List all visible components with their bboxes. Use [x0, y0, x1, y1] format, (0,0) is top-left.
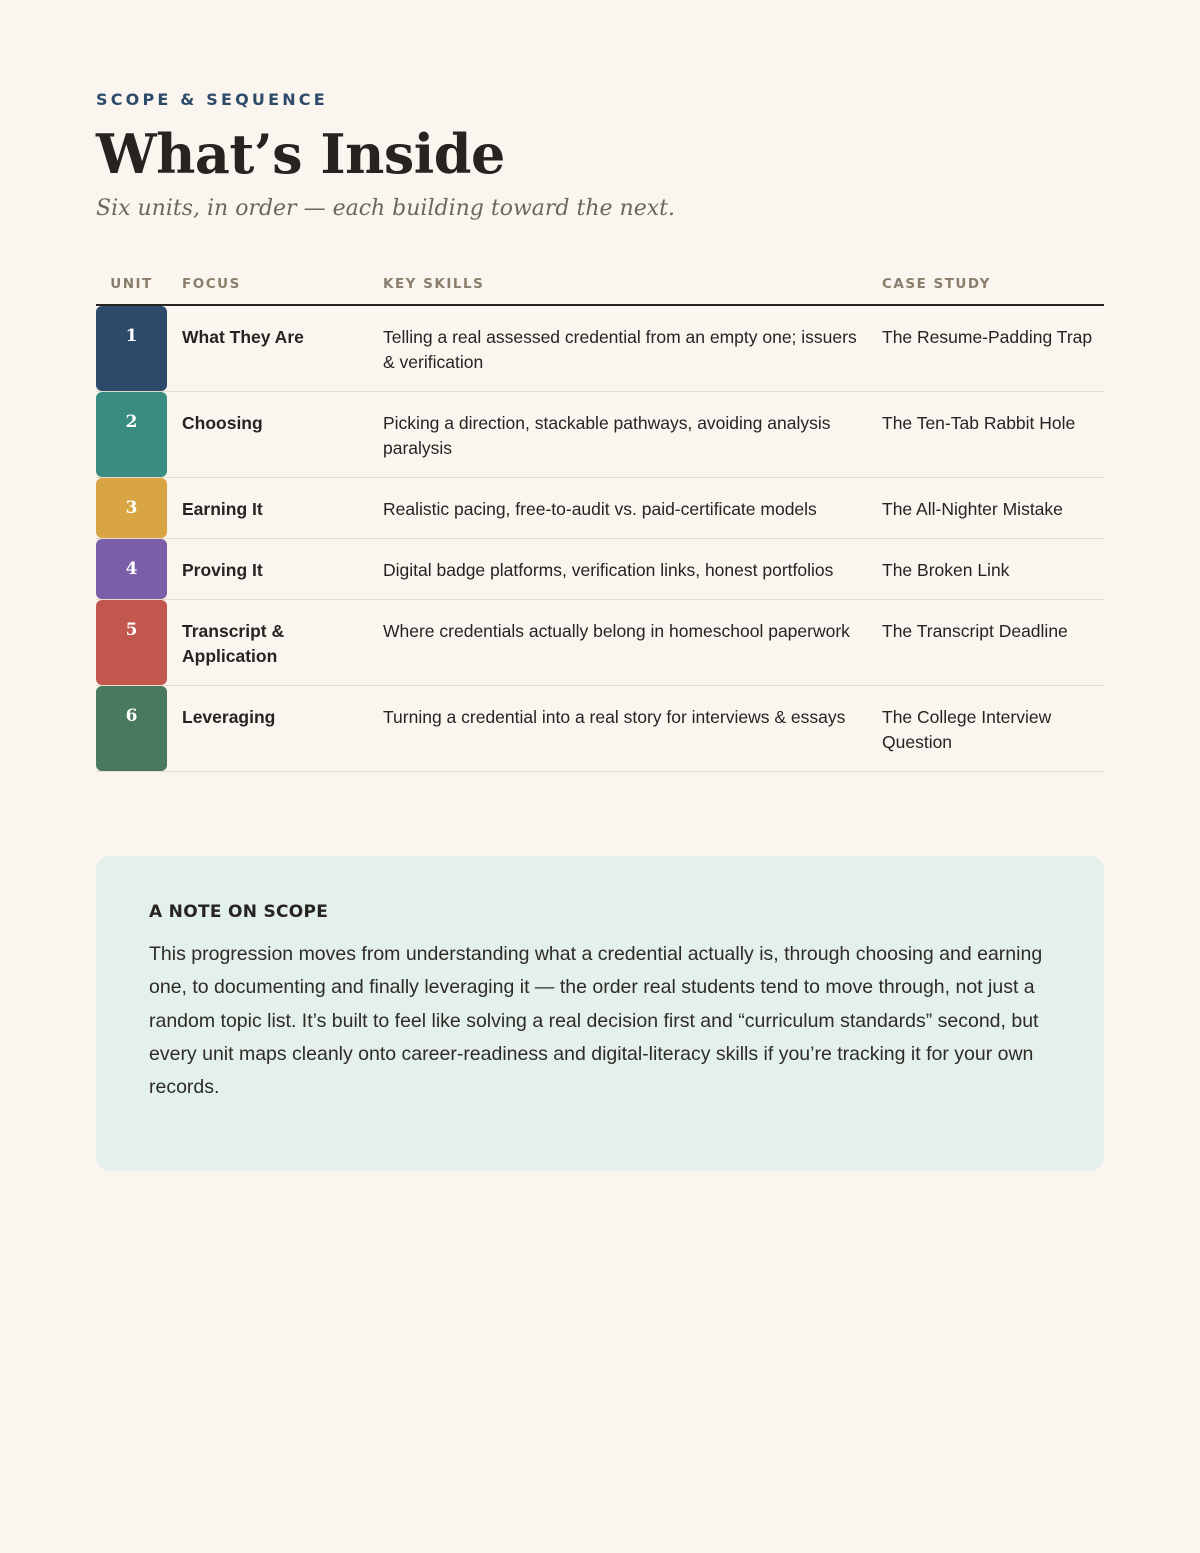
table-header: [96, 268, 1104, 306]
unit-focus: Leveraging: [182, 707, 276, 727]
unit-focus: What They Are: [182, 327, 304, 347]
unit-case-study: The All-Nighter Mistake: [882, 499, 1063, 519]
unit-number-badge: 2: [96, 392, 167, 477]
unit-case-study: The Transcript Deadline: [882, 621, 1068, 641]
table-row: [96, 686, 1104, 772]
unit-key-skills: Telling a real assessed credential from an empty one; issuers & verification: [383, 327, 857, 372]
page-title: What’s Inside: [96, 122, 505, 186]
unit-case-study: The College Interview Question: [882, 707, 1052, 752]
unit-focus: Earning It: [182, 499, 263, 519]
unit-focus: Choosing: [182, 413, 263, 433]
note-body: This progression moves from understanding what a credential actually is, through choosing and earning one, to documenting and finally leveraging it — the order real students tend to move through, not just a random topic list. It’s built to feel like solving a real decision first and “curriculum standards” second, but every unit maps cleanly onto career-readiness and digital-literacy skills if you’re tracking it for your own records.: [149, 943, 1043, 1099]
units-table: [96, 268, 1104, 772]
unit-key-skills: Digital badge platforms, verification links, honest portfolios: [383, 560, 834, 580]
table-row: [96, 392, 1104, 478]
unit-number-badge: 3: [96, 478, 167, 538]
unit-focus: Proving It: [182, 560, 263, 580]
unit-number-badge: 5: [96, 600, 167, 685]
note-heading: A NOTE ON SCOPE: [149, 902, 329, 922]
table-row: [96, 306, 1104, 392]
column-header-case-study: CASE STUDY: [882, 276, 991, 292]
table-row: [96, 478, 1104, 539]
unit-case-study: The Broken Link: [882, 560, 1010, 580]
page-subtitle: Six units, in order — each building toward the next.: [96, 196, 675, 221]
table-row: [96, 600, 1104, 686]
unit-key-skills: Where credentials actually belong in homeschool paperwork: [383, 621, 850, 641]
unit-focus: Transcript & Application: [182, 621, 285, 666]
unit-number-badge: 4: [96, 539, 167, 599]
unit-number-badge: 6: [96, 686, 167, 771]
scope-note-box: [96, 856, 1104, 1171]
table-row: [96, 539, 1104, 600]
column-header-focus: FOCUS: [182, 276, 241, 292]
column-header-key-skills: KEY SKILLS: [383, 276, 485, 292]
unit-case-study: The Ten-Tab Rabbit Hole: [882, 413, 1076, 433]
unit-key-skills: Picking a direction, stackable pathways, avoiding analysis paralysis: [383, 413, 831, 458]
eyebrow-label: SCOPE & SEQUENCE: [96, 90, 328, 109]
unit-key-skills: Turning a credential into a real story for interviews & essays: [383, 707, 846, 727]
unit-key-skills: Realistic pacing, free-to-audit vs. paid-certificate models: [383, 499, 817, 519]
unit-case-study: The Resume-Padding Trap: [882, 327, 1093, 347]
unit-number-badge: 1: [96, 306, 167, 391]
column-header-unit: UNIT: [110, 276, 153, 292]
